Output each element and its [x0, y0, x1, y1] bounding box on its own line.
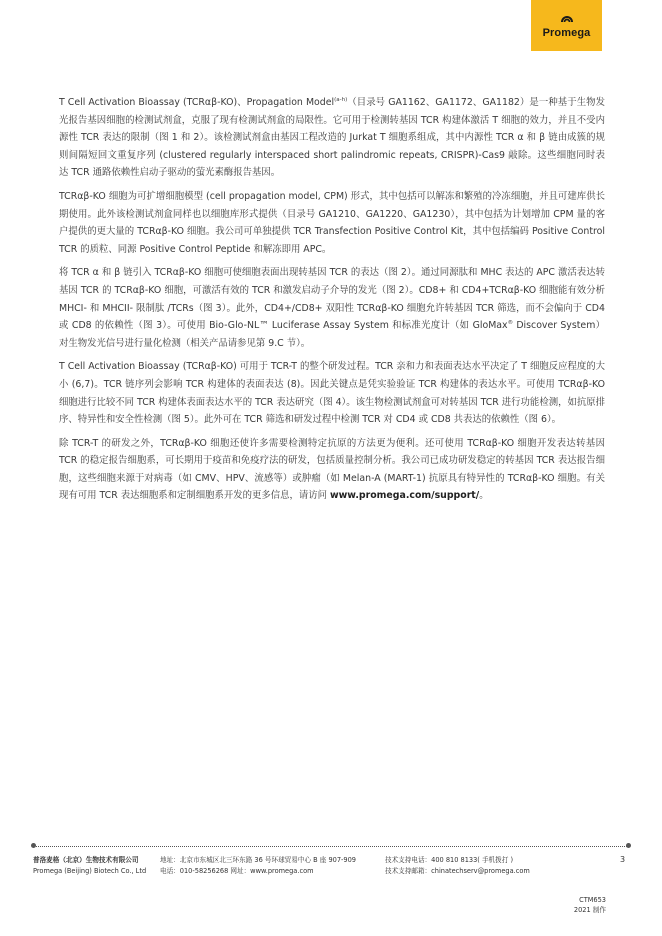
- paragraph-intro: [59, 94, 605, 182]
- support-email: 技术支持邮箱：chinatechserv@promega.com: [385, 867, 530, 875]
- company-name-cn: 普洛麦格（北京）生物技术有限公司: [33, 856, 139, 864]
- paragraph-cpm: TCRαβ-KO 细胞为可扩增细胞模型 (cell propagation model, CPM) 形式，其中包括可以解冻和繁殖的冷冻细胞，并且可建库供长期使用。此外该检测试剂盒同样也以细胞库形式提供（目录号 GA1210、GA1220、GA1230），其中包括为计划增加 CPM 量的客户提供的更大量的 TCRαβ-KO 细胞。我公司可单独提供 TCR Transfection Positive Control Kit，其中包括编码 Positive Control TCR 的质粒、同源 Positive Control Peptide 和解冻即用 APC。: [59, 190, 605, 255]
- doc-code: CTM653: [579, 896, 606, 904]
- company-name-en: Promega (Beijing) Biotech Co., Ltd: [33, 867, 147, 875]
- paragraph-text: 将 TCR α 和 β 链引入 TCRαβ-KO 细胞可使细胞表面出现转基因 TCR 的表达（图 2）。通过同源肽和 MHC 表达的 APC 激活表达转基因 TCR 的 TCRαβ-KO 细胞，可激活有效的 TCR 和激发启动子介导的发光（图 2）。CD8+ 和 CD4+TCRαβ-KO 细胞能有效分析 MHCI- 和 MHCII- 限制肽 /TCRs（图 3）。此外，CD4+/CD8+ 双阳性 TCRαβ-KO 细胞允许转基因 TCR 筛选，而不会偏向于 CD4 或 CD8 的依赖性（图 3）。可使用 Bio-Glo-NL™ Luciferase Assay System 和标准光度计（如 GloMax: [59, 267, 605, 332]
- promega-logo: [531, 0, 602, 51]
- page-number: 3: [620, 855, 626, 864]
- paragraph-text: T Cell Activation Bioassay (TCRαβ-KO)、Propagation Model: [59, 97, 335, 108]
- support-link[interactable]: www.promega.com/support/: [329, 490, 480, 502]
- footer-rule-dot-right: [626, 843, 631, 848]
- reference-superscript: (a-h): [334, 96, 348, 103]
- promega-mark-icon: [560, 12, 574, 24]
- footer-divider: [33, 846, 629, 847]
- paragraph-text: 除 TCR-T 的研发之外，TCRαβ-KO 细胞还使许多需要检测特定抗原的方法更为便利。还可使用 TCRαβ-KO 细胞开发表达转基因 TCR 的稳定报告细胞系，可长期用于疫苗和免疫疗法的研发，包括质量控制分析。我公司已成功研发稳定的转基因 TCR 表达报告细胞，这些细胞来源于对病毒（如 CMV、HPV、流感等）或肿瘤（如 Melan-A (MART-1) 抗原具有特异性的 TCRαβ-KO 细胞。有关现有可用 TCR 表达细胞系和定制细胞系开发的更多信息，请访问: [59, 437, 605, 502]
- phone-web-text: 电话：010-58256268 网址：www.promega.com: [160, 867, 314, 875]
- document-code: [574, 895, 606, 915]
- footer-address: [160, 855, 356, 877]
- paragraph-text: 。: [479, 490, 489, 502]
- footer-support: [385, 855, 530, 877]
- registered-mark: ®: [507, 320, 514, 326]
- logo-brand-text: Promega: [542, 27, 591, 39]
- support-phone: 技术支持电话：400 810 8133( 手机拨打 ): [385, 856, 514, 864]
- paragraph-tcr-t-development: T Cell Activation Bioassay (TCRαβ-KO) 可用于 TCR-T 的整个研发过程。TCR 亲和力和表面表达水平决定了 T 细胞反应程度的大小 (6,7)。TCR 链序列会影响 TCR 构建体的表面表达 (8)。因此关键点是凭实验验证 TCR 构建体的表达水平。可使用 TCRαβ-KO 细胞进行比较不同 TCR 构建体表面表达水平的 TCR 表达研究（图 4）。该生物检测试剂盒可对转基因 TCR 进行功能检测，如抗原排序、特异性和安全性检测（图 5）。此外可在 TCR 筛选和研发过程中检测 TCR 对 CD4 或 CD8 共表达的依赖性（图 6）。: [59, 361, 605, 426]
- paragraph-transgenic-tcr: [59, 264, 605, 352]
- address-text: 地址：北京市东城区北三环东路 36 号环球贸易中心 B 座 907-909: [160, 856, 357, 864]
- main-content: [59, 94, 605, 511]
- paragraph-text: Discover System）对生物发光信号进行量化检测（相关产品请参见第 9.C 节）。: [59, 320, 605, 349]
- paragraph-text: （目录号 GA1162、GA1172、GA1182）是一种基于生物发光报告基因细胞的检测试剂盒，克服了现有检测试剂盒的局限性。它可用于检测转基因 TCR 构建体激活 T 细胞的效力，并且不受内源性 TCR 表达的限制（图 1 和 2）。该检测试剂盒由基因工程改造的 Jurkat T 细胞系组成，其中内源性 TCR α 和 β 链由成簇的规则间隔短回文重复序列 (clustered regularly interspaced short palindromic repeats, CRISPR)-Cas9 敲除。这些细胞同时表达 TCR 通路依赖性启动子驱动的萤光素酶报告基因。: [59, 97, 605, 179]
- paragraph-other-uses: [59, 435, 605, 505]
- footer-company: [33, 855, 146, 877]
- doc-year: 2021 制作: [573, 906, 606, 914]
